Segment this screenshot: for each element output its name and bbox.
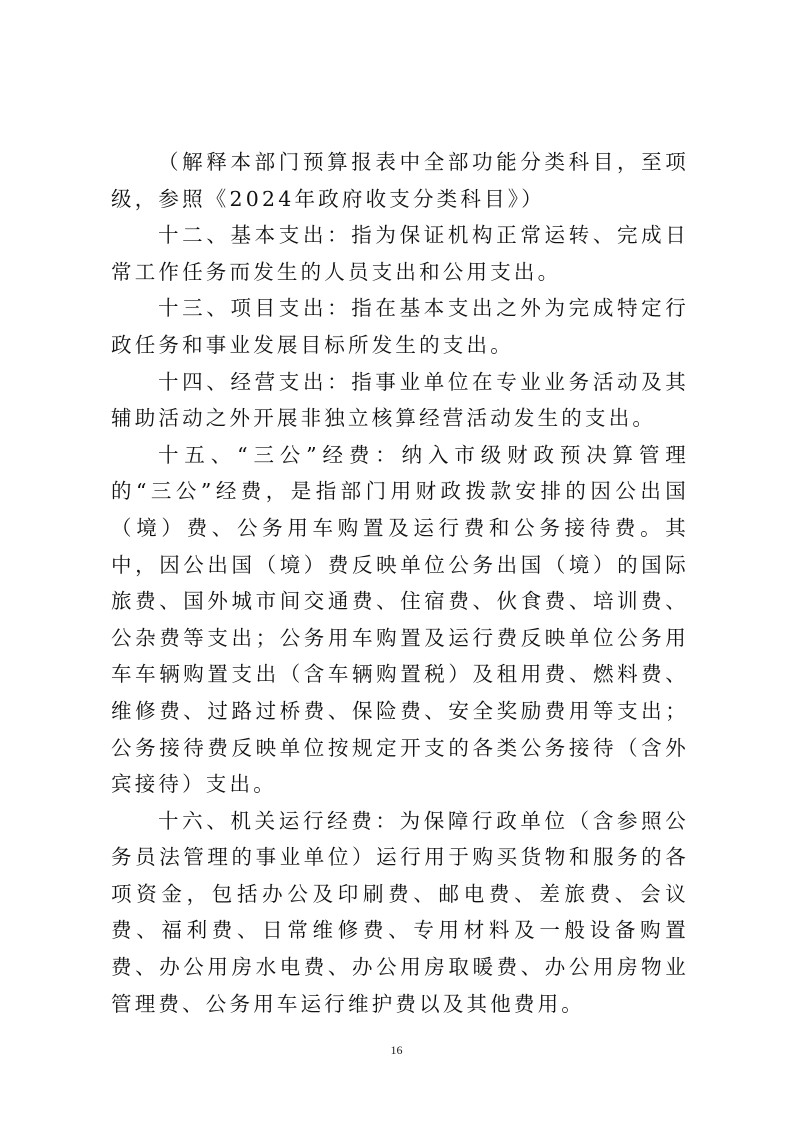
document-body (111, 144, 689, 1022)
paragraph-basic-expenditure: 十二、基本支出：指为保证机构正常运转、完成日常工作任务而发生的人员支出和公用支出。 (111, 223, 689, 284)
paragraph-three-public-funds: 十五、“三公”经费：纳入市级财政预决算管理的“三公”经费，是指部门用财政拨款安排的因公出国（境）费、公务用车购置及运行费和公务接待费。其中，因公出国（境）费反映单位公务出国（境）的国际旅费、国外城市间交通费、住宿费、伙食费、培训费、公杂费等支出；公务用车购置及运行费反映单位公务用车车辆购置支出（含车辆购置税）及租用费、燃料费、维修费、过路过桥费、保险费、安全奖励费用等支出；公务接待费反映单位按规定开支的各类公务接待（含外宾接待）支出。 (111, 442, 689, 797)
paragraph-project-expenditure: 十三、项目支出：指在基本支出之外为完成特定行政任务和事业发展目标所发生的支出。 (111, 296, 689, 357)
paragraph-operating-expenditure: 十四、经营支出：指事业单位在专业业务活动及其辅助活动之外开展非独立核算经营活动发生的支出。 (111, 369, 689, 431)
paragraph-note-classification: （解释本部门预算报表中全部功能分类科目，至项级，参照《2024年政府收支分类科目》） (111, 150, 689, 211)
page-number: 16 (390, 1043, 403, 1057)
paragraph-agency-operating-funds: 十六、机关运行经费：为保障行政单位（含参照公务员法管理的事业单位）运行用于购买货物和服务的各项资金，包括办公及印刷费、邮电费、差旅费、会议费、福利费、日常维修费、专用材料及一般设备购置费、办公用房水电费、办公用房取暖费、办公用房物业管理费、公务用车运行维护费以及其他费用。 (111, 808, 689, 1016)
